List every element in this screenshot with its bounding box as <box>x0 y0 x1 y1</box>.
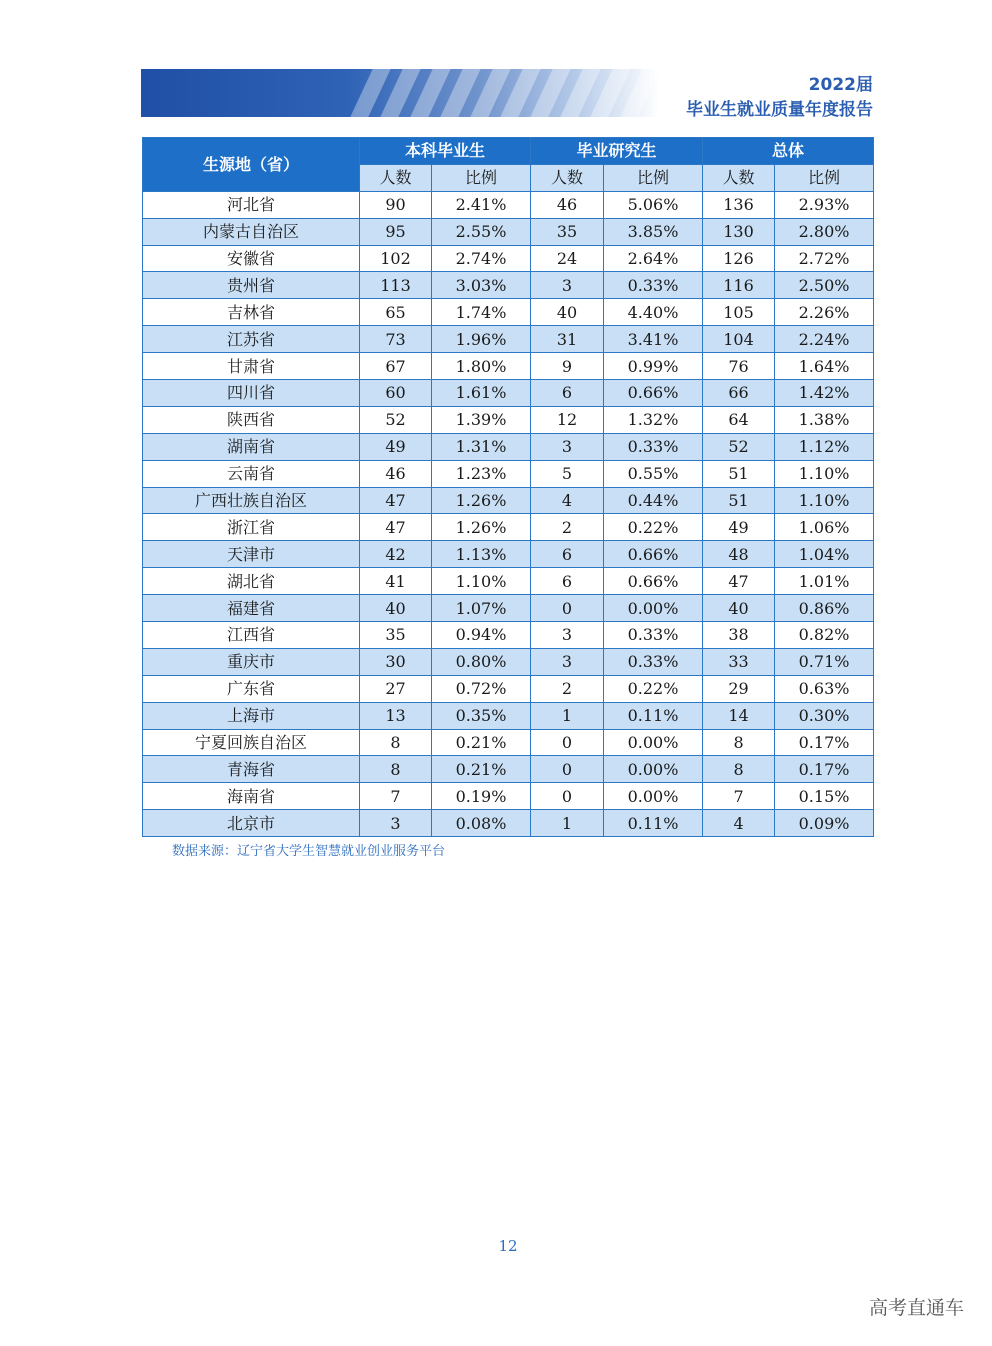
subheader-count: 人数 <box>531 164 604 191</box>
undergrad-ratio-cell: 1.96% <box>432 326 531 353</box>
undergrad-ratio-cell: 0.08% <box>432 810 531 837</box>
graduate-ratio-cell: 0.66% <box>604 541 703 568</box>
undergrad-count-cell: 65 <box>360 299 432 326</box>
undergrad-ratio-cell: 0.72% <box>432 675 531 702</box>
region-cell: 四川省 <box>143 380 360 407</box>
graduate-ratio-cell: 1.32% <box>604 406 703 433</box>
table-row <box>143 810 874 837</box>
undergrad-ratio-cell: 1.07% <box>432 595 531 622</box>
undergrad-ratio-cell: 1.26% <box>432 514 531 541</box>
graduate-ratio-cell: 4.40% <box>604 299 703 326</box>
undergrad-ratio-cell: 2.55% <box>432 218 531 245</box>
table-row <box>143 299 874 326</box>
undergrad-count-cell: 102 <box>360 245 432 272</box>
total-ratio-cell: 0.86% <box>775 595 874 622</box>
region-cell: 广东省 <box>143 675 360 702</box>
group-total-header: 总体 <box>703 138 874 165</box>
total-ratio-cell: 0.09% <box>775 810 874 837</box>
total-ratio-cell: 2.50% <box>775 272 874 299</box>
total-count-cell: 48 <box>703 541 775 568</box>
region-cell: 北京市 <box>143 810 360 837</box>
subheader-count: 人数 <box>703 164 775 191</box>
graduate-count-cell: 1 <box>531 810 604 837</box>
undergrad-count-cell: 40 <box>360 595 432 622</box>
table-row <box>143 783 874 810</box>
total-ratio-cell: 0.17% <box>775 729 874 756</box>
table-row <box>143 380 874 407</box>
undergrad-count-cell: 3 <box>360 810 432 837</box>
undergrad-ratio-cell: 1.10% <box>432 568 531 595</box>
region-cell: 宁夏回族自治区 <box>143 729 360 756</box>
total-ratio-cell: 2.24% <box>775 326 874 353</box>
graduate-ratio-cell: 0.99% <box>604 353 703 380</box>
total-ratio-cell: 1.64% <box>775 353 874 380</box>
col-region-header: 生源地（省） <box>143 138 360 192</box>
total-count-cell: 8 <box>703 729 775 756</box>
data-source-note: 数据来源：辽宁省大学生智慧就业创业服务平台 <box>172 844 446 859</box>
subheader-ratio: 比例 <box>432 164 531 191</box>
graduate-ratio-cell: 0.00% <box>604 756 703 783</box>
total-count-cell: 7 <box>703 783 775 810</box>
table-row <box>143 756 874 783</box>
total-count-cell: 33 <box>703 648 775 675</box>
undergrad-ratio-cell: 1.31% <box>432 433 531 460</box>
graduate-count-cell: 6 <box>531 541 604 568</box>
undergrad-ratio-cell: 1.26% <box>432 487 531 514</box>
graduate-ratio-cell: 0.33% <box>604 272 703 299</box>
graduate-ratio-cell: 0.33% <box>604 433 703 460</box>
undergrad-count-cell: 73 <box>360 326 432 353</box>
total-count-cell: 14 <box>703 702 775 729</box>
graduate-ratio-cell: 0.11% <box>604 702 703 729</box>
table-row <box>143 729 874 756</box>
total-count-cell: 76 <box>703 353 775 380</box>
total-ratio-cell: 1.10% <box>775 460 874 487</box>
total-ratio-cell: 1.06% <box>775 514 874 541</box>
undergrad-count-cell: 67 <box>360 353 432 380</box>
total-count-cell: 105 <box>703 299 775 326</box>
undergrad-count-cell: 41 <box>360 568 432 595</box>
region-cell: 重庆市 <box>143 648 360 675</box>
total-ratio-cell: 0.71% <box>775 648 874 675</box>
graduate-count-cell: 0 <box>531 729 604 756</box>
undergrad-count-cell: 95 <box>360 218 432 245</box>
total-ratio-cell: 0.17% <box>775 756 874 783</box>
total-count-cell: 47 <box>703 568 775 595</box>
total-ratio-cell: 1.04% <box>775 541 874 568</box>
group-graduate-header: 毕业研究生 <box>531 138 703 165</box>
graduate-ratio-cell: 0.00% <box>604 783 703 810</box>
region-cell: 云南省 <box>143 460 360 487</box>
graduate-ratio-cell: 5.06% <box>604 191 703 218</box>
subheader-count: 人数 <box>360 164 432 191</box>
region-cell: 湖北省 <box>143 568 360 595</box>
total-count-cell: 136 <box>703 191 775 218</box>
total-ratio-cell: 2.80% <box>775 218 874 245</box>
total-count-cell: 51 <box>703 487 775 514</box>
undergrad-count-cell: 90 <box>360 191 432 218</box>
table-row <box>143 514 874 541</box>
undergrad-count-cell: 30 <box>360 648 432 675</box>
region-cell: 上海市 <box>143 702 360 729</box>
graduate-count-cell: 40 <box>531 299 604 326</box>
graduate-ratio-cell: 0.66% <box>604 568 703 595</box>
table-row <box>143 272 874 299</box>
undergrad-ratio-cell: 1.61% <box>432 380 531 407</box>
graduate-ratio-cell: 0.22% <box>604 675 703 702</box>
region-cell: 江苏省 <box>143 326 360 353</box>
region-cell: 甘肃省 <box>143 353 360 380</box>
graduate-count-cell: 9 <box>531 353 604 380</box>
undergrad-ratio-cell: 0.21% <box>432 729 531 756</box>
table-row <box>143 191 874 218</box>
table-row <box>143 326 874 353</box>
undergrad-ratio-cell: 0.35% <box>432 702 531 729</box>
total-count-cell: 49 <box>703 514 775 541</box>
table-row <box>143 568 874 595</box>
graduate-count-cell: 3 <box>531 648 604 675</box>
watermark: 高考直通车 <box>868 1297 964 1319</box>
total-ratio-cell: 1.10% <box>775 487 874 514</box>
table-row <box>143 245 874 272</box>
total-ratio-cell: 1.12% <box>775 433 874 460</box>
total-count-cell: 4 <box>703 810 775 837</box>
graduate-count-cell: 35 <box>531 218 604 245</box>
region-cell: 江西省 <box>143 622 360 649</box>
graduate-count-cell: 3 <box>531 622 604 649</box>
total-count-cell: 126 <box>703 245 775 272</box>
undergrad-count-cell: 42 <box>360 541 432 568</box>
region-cell: 青海省 <box>143 756 360 783</box>
undergrad-ratio-cell: 2.41% <box>432 191 531 218</box>
region-cell: 河北省 <box>143 191 360 218</box>
group-undergrad-header: 本科毕业生 <box>360 138 531 165</box>
graduate-count-cell: 6 <box>531 380 604 407</box>
total-count-cell: 64 <box>703 406 775 433</box>
table-row <box>143 702 874 729</box>
table-row <box>143 460 874 487</box>
graduate-count-cell: 12 <box>531 406 604 433</box>
undergrad-count-cell: 49 <box>360 433 432 460</box>
undergrad-count-cell: 35 <box>360 622 432 649</box>
undergrad-count-cell: 52 <box>360 406 432 433</box>
total-count-cell: 52 <box>703 433 775 460</box>
table-row <box>143 487 874 514</box>
undergrad-count-cell: 8 <box>360 756 432 783</box>
graduate-count-cell: 1 <box>531 702 604 729</box>
undergrad-count-cell: 27 <box>360 675 432 702</box>
total-ratio-cell: 1.42% <box>775 380 874 407</box>
total-count-cell: 51 <box>703 460 775 487</box>
page-number: 12 <box>498 1237 518 1255</box>
total-count-cell: 104 <box>703 326 775 353</box>
undergrad-count-cell: 7 <box>360 783 432 810</box>
graduate-count-cell: 6 <box>531 568 604 595</box>
undergrad-count-cell: 47 <box>360 514 432 541</box>
total-count-cell: 130 <box>703 218 775 245</box>
undergrad-ratio-cell: 1.39% <box>432 406 531 433</box>
graduate-ratio-cell: 0.66% <box>604 380 703 407</box>
subheader-ratio: 比例 <box>604 164 703 191</box>
undergrad-ratio-cell: 2.74% <box>432 245 531 272</box>
undergrad-count-cell: 60 <box>360 380 432 407</box>
total-ratio-cell: 0.82% <box>775 622 874 649</box>
region-cell: 天津市 <box>143 541 360 568</box>
total-ratio-cell: 0.63% <box>775 675 874 702</box>
graduate-count-cell: 0 <box>531 756 604 783</box>
graduate-ratio-cell: 0.55% <box>604 460 703 487</box>
undergrad-ratio-cell: 3.03% <box>432 272 531 299</box>
undergrad-ratio-cell: 0.21% <box>432 756 531 783</box>
total-ratio-cell: 0.15% <box>775 783 874 810</box>
undergrad-count-cell: 113 <box>360 272 432 299</box>
graduate-ratio-cell: 0.00% <box>604 595 703 622</box>
undergrad-count-cell: 13 <box>360 702 432 729</box>
graduate-count-cell: 0 <box>531 783 604 810</box>
graduate-count-cell: 2 <box>531 514 604 541</box>
total-count-cell: 116 <box>703 272 775 299</box>
table-row <box>143 648 874 675</box>
total-ratio-cell: 2.72% <box>775 245 874 272</box>
table-row <box>143 541 874 568</box>
graduate-ratio-cell: 3.41% <box>604 326 703 353</box>
graduate-count-cell: 3 <box>531 433 604 460</box>
total-ratio-cell: 1.38% <box>775 406 874 433</box>
table-row <box>143 675 874 702</box>
total-count-cell: 8 <box>703 756 775 783</box>
subheader-ratio: 比例 <box>775 164 874 191</box>
table-row <box>143 406 874 433</box>
undergrad-count-cell: 8 <box>360 729 432 756</box>
origin-table <box>142 137 874 837</box>
region-cell: 海南省 <box>143 783 360 810</box>
region-cell: 福建省 <box>143 595 360 622</box>
total-count-cell: 40 <box>703 595 775 622</box>
graduate-count-cell: 46 <box>531 191 604 218</box>
total-count-cell: 38 <box>703 622 775 649</box>
report-year: 2022届 <box>808 75 873 95</box>
undergrad-ratio-cell: 1.23% <box>432 460 531 487</box>
graduate-count-cell: 4 <box>531 487 604 514</box>
region-cell: 广西壮族自治区 <box>143 487 360 514</box>
header-banner <box>141 69 659 117</box>
graduate-ratio-cell: 0.11% <box>604 810 703 837</box>
region-cell: 吉林省 <box>143 299 360 326</box>
graduate-ratio-cell: 0.44% <box>604 487 703 514</box>
total-count-cell: 66 <box>703 380 775 407</box>
table-row <box>143 218 874 245</box>
graduate-count-cell: 3 <box>531 272 604 299</box>
total-count-cell: 29 <box>703 675 775 702</box>
undergrad-ratio-cell: 1.80% <box>432 353 531 380</box>
graduate-ratio-cell: 0.33% <box>604 648 703 675</box>
table-row <box>143 622 874 649</box>
graduate-ratio-cell: 0.33% <box>604 622 703 649</box>
undergrad-ratio-cell: 0.80% <box>432 648 531 675</box>
report-title: 毕业生就业质量年度报告 <box>686 100 873 120</box>
table-row <box>143 353 874 380</box>
graduate-ratio-cell: 0.22% <box>604 514 703 541</box>
graduate-ratio-cell: 0.00% <box>604 729 703 756</box>
graduate-ratio-cell: 3.85% <box>604 218 703 245</box>
table-row <box>143 595 874 622</box>
graduate-count-cell: 0 <box>531 595 604 622</box>
graduate-count-cell: 5 <box>531 460 604 487</box>
undergrad-ratio-cell: 1.13% <box>432 541 531 568</box>
region-cell: 内蒙古自治区 <box>143 218 360 245</box>
undergrad-count-cell: 47 <box>360 487 432 514</box>
region-cell: 陕西省 <box>143 406 360 433</box>
graduate-count-cell: 2 <box>531 675 604 702</box>
total-ratio-cell: 1.01% <box>775 568 874 595</box>
undergrad-count-cell: 46 <box>360 460 432 487</box>
undergrad-ratio-cell: 0.94% <box>432 622 531 649</box>
graduate-ratio-cell: 2.64% <box>604 245 703 272</box>
region-cell: 浙江省 <box>143 514 360 541</box>
region-cell: 安徽省 <box>143 245 360 272</box>
undergrad-ratio-cell: 0.19% <box>432 783 531 810</box>
total-ratio-cell: 2.26% <box>775 299 874 326</box>
total-ratio-cell: 2.93% <box>775 191 874 218</box>
region-cell: 湖南省 <box>143 433 360 460</box>
total-ratio-cell: 0.30% <box>775 702 874 729</box>
undergrad-ratio-cell: 1.74% <box>432 299 531 326</box>
table-row <box>143 433 874 460</box>
graduate-count-cell: 24 <box>531 245 604 272</box>
graduate-count-cell: 31 <box>531 326 604 353</box>
region-cell: 贵州省 <box>143 272 360 299</box>
